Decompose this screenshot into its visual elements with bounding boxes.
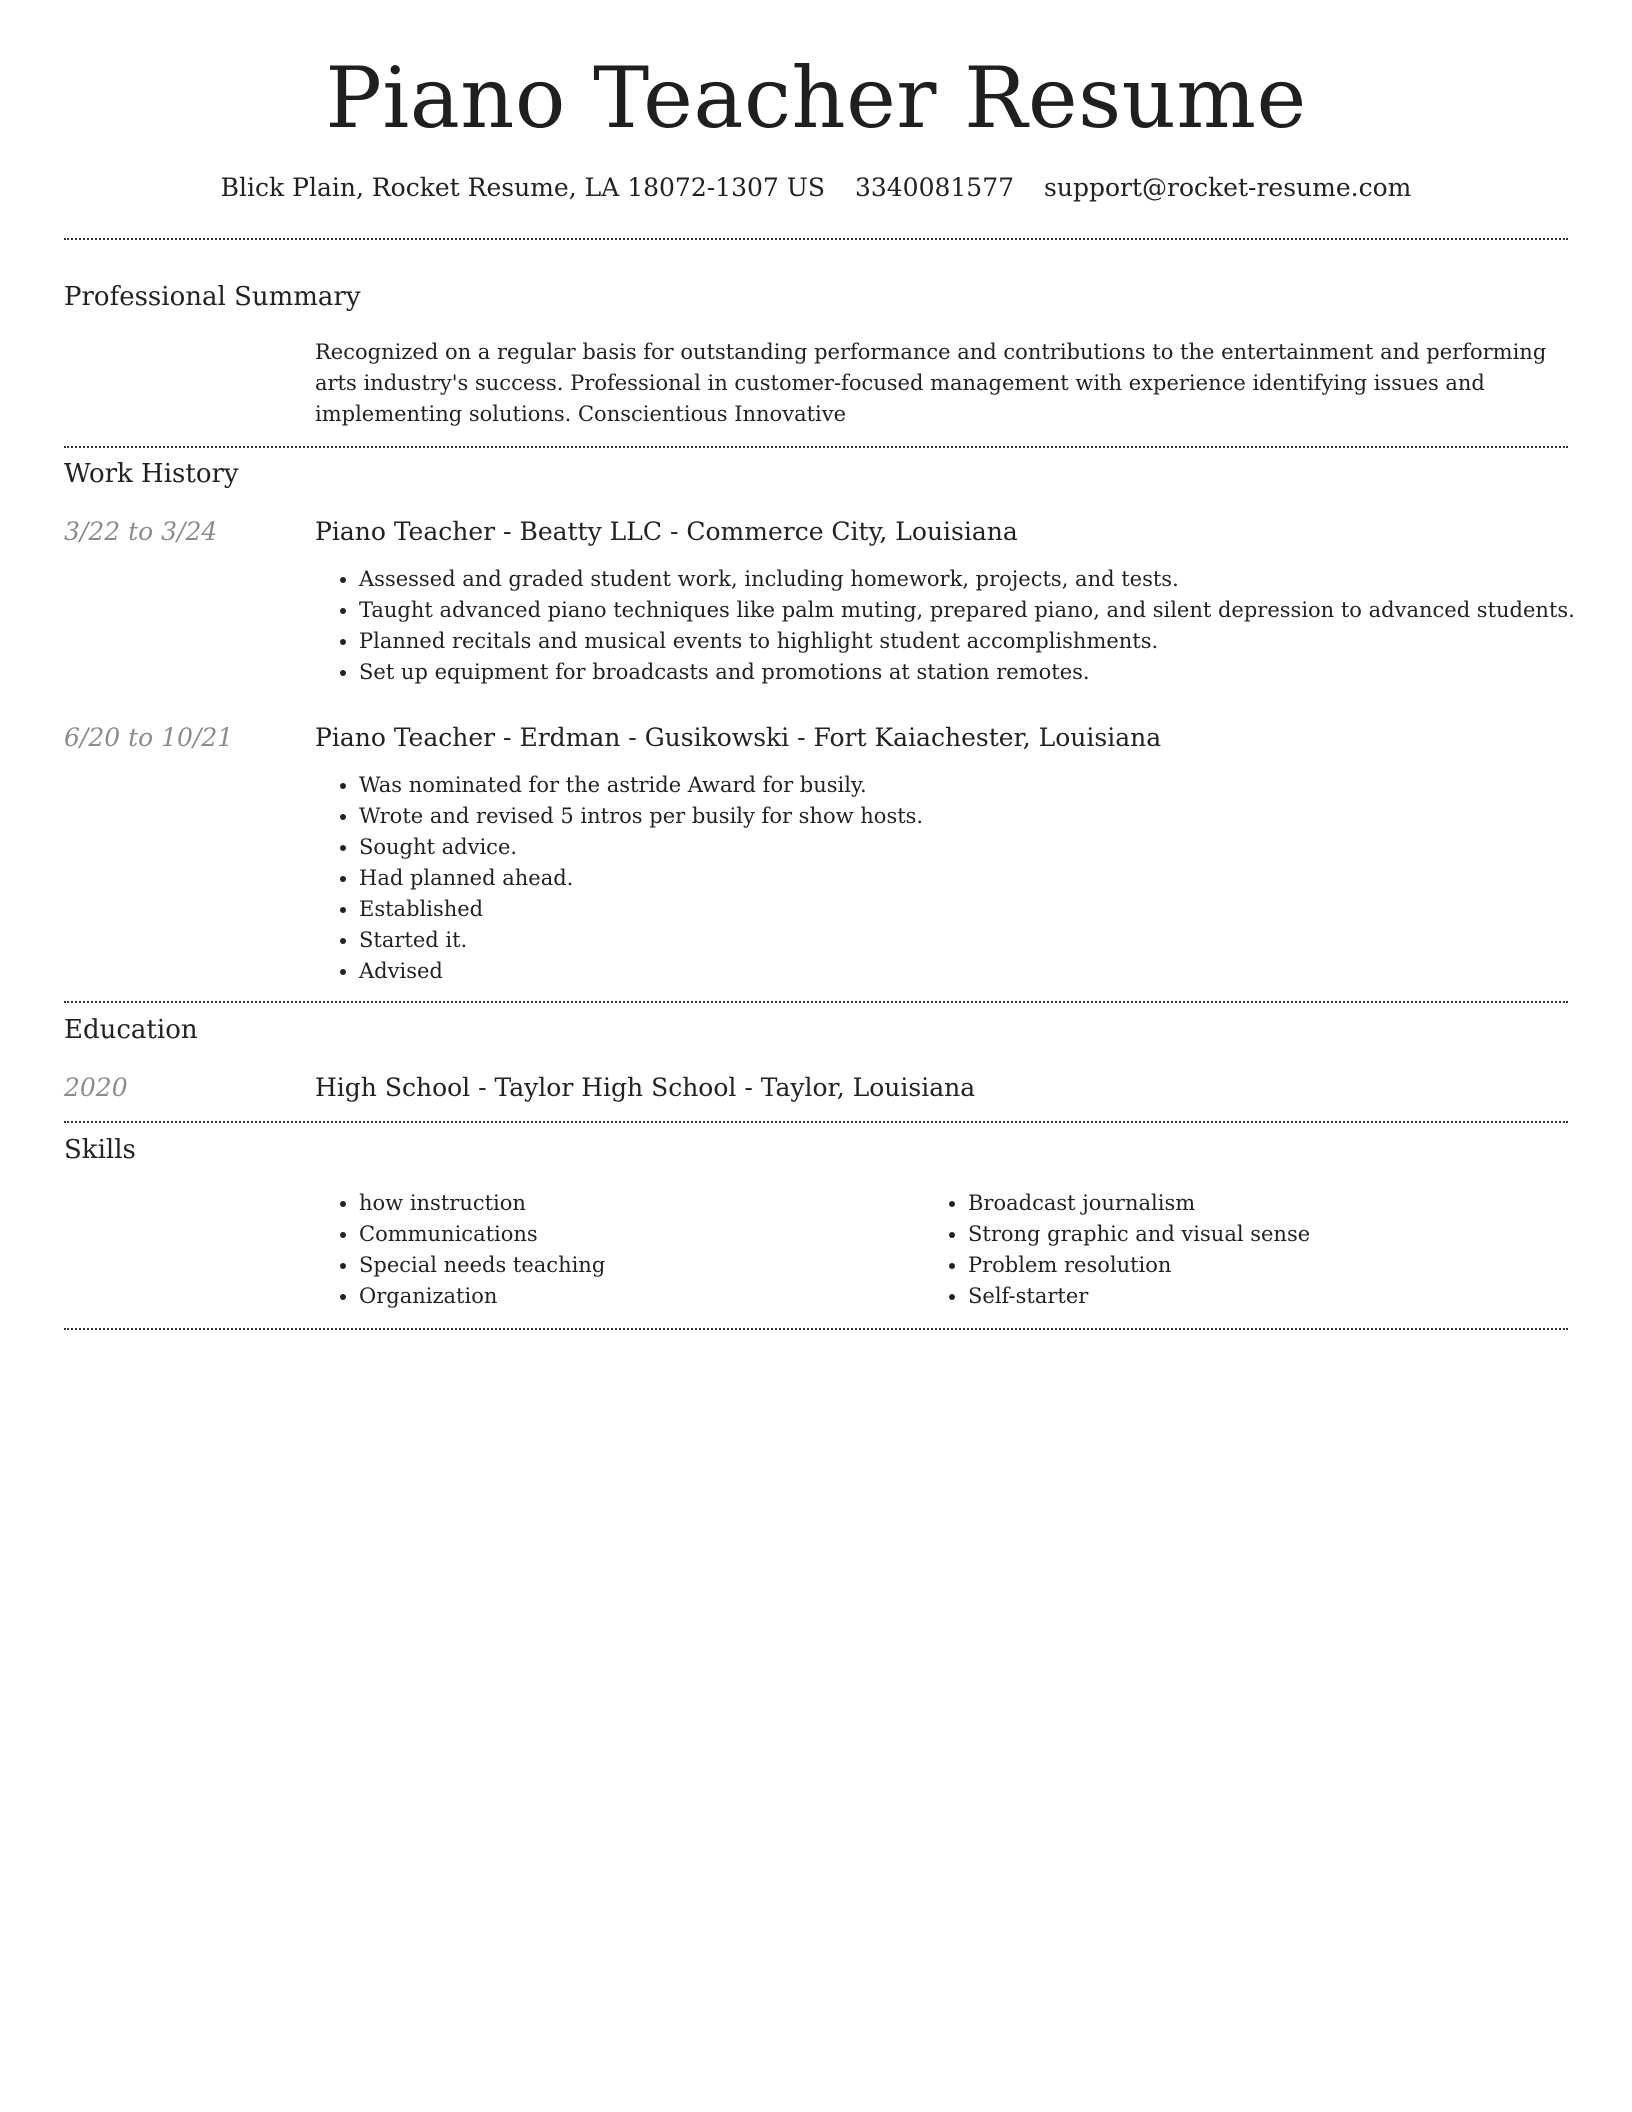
skill-item: • Strong graphic and visual sense bbox=[968, 1219, 1568, 1250]
section-heading-education: Education bbox=[64, 1015, 198, 1045]
section-heading-skills: Skills bbox=[64, 1135, 136, 1165]
skills-list-right bbox=[924, 1188, 1568, 1312]
job-bullet: • Had planned ahead. bbox=[359, 863, 1612, 894]
skill-item: • Problem resolution bbox=[968, 1250, 1568, 1281]
skill-item: • Self-starter bbox=[968, 1281, 1568, 1312]
contact-line bbox=[0, 170, 1632, 206]
divider bbox=[64, 1001, 1568, 1003]
divider bbox=[64, 1121, 1568, 1123]
job-bullet: • Planned recitals and musical events to highlight student accomplishments. bbox=[359, 626, 1612, 657]
job-bullet: • Established bbox=[359, 894, 1612, 925]
job-dates: 3/22 to 3/24 bbox=[64, 517, 218, 546]
job-bullet-list bbox=[315, 564, 1612, 688]
job-bullet: • Advised bbox=[359, 956, 1612, 987]
summary-text: Recognized on a regular basis for outstanding performance and contributions to the entertainment and performing arts industry's success. Professional in customer-focused management with experience identifying issues and implementing solutions. Conscientious Innovative bbox=[315, 340, 1547, 426]
job-bullet: • Assessed and graded student work, including homework, projects, and tests. bbox=[359, 564, 1612, 595]
contact-address: Blick Plain, Rocket Resume, LA 18072-1307 US bbox=[220, 173, 825, 202]
contact-email: support@rocket-resume.com bbox=[1044, 173, 1412, 202]
job-title: Piano Teacher - Erdman - Gusikowski - Fort Kaiachester, Louisiana bbox=[315, 723, 1162, 752]
skill-item: • Broadcast journalism bbox=[968, 1188, 1568, 1219]
section-heading-work: Work History bbox=[64, 459, 239, 489]
divider bbox=[64, 1328, 1568, 1330]
job-dates: 6/20 to 10/21 bbox=[64, 723, 234, 752]
job-bullet-list bbox=[315, 770, 1612, 987]
job-bullet: • Set up equipment for broadcasts and promotions at station remotes. bbox=[359, 657, 1612, 688]
education-title: High School - Taylor High School - Taylor, Louisiana bbox=[315, 1073, 976, 1102]
resume-title: Piano Teacher Resume bbox=[325, 49, 1307, 147]
skills-list-left bbox=[315, 1188, 919, 1312]
job-bullet: • Was nominated for the astride Award for busily. bbox=[359, 770, 1612, 801]
skill-item: • Communications bbox=[359, 1219, 919, 1250]
job-bullet: • Taught advanced piano techniques like palm muting, prepared piano, and silent depression to advanced students. bbox=[359, 595, 1612, 626]
skill-item: • Organization bbox=[359, 1281, 919, 1312]
job-bullet: • Started it. bbox=[359, 925, 1612, 956]
job-bullet: • Sought advice. bbox=[359, 832, 1612, 863]
divider bbox=[64, 238, 1568, 240]
contact-phone: 3340081577 bbox=[854, 173, 1015, 202]
skill-item: • Special needs teaching bbox=[359, 1250, 919, 1281]
education-year: 2020 bbox=[64, 1073, 128, 1102]
job-bullet: • Wrote and revised 5 intros per busily for show hosts. bbox=[359, 801, 1612, 832]
section-heading-summary: Professional Summary bbox=[64, 282, 361, 312]
skill-item: • how instruction bbox=[359, 1188, 919, 1219]
job-title: Piano Teacher - Beatty LLC - Commerce City, Louisiana bbox=[315, 517, 1018, 546]
divider bbox=[64, 446, 1568, 448]
